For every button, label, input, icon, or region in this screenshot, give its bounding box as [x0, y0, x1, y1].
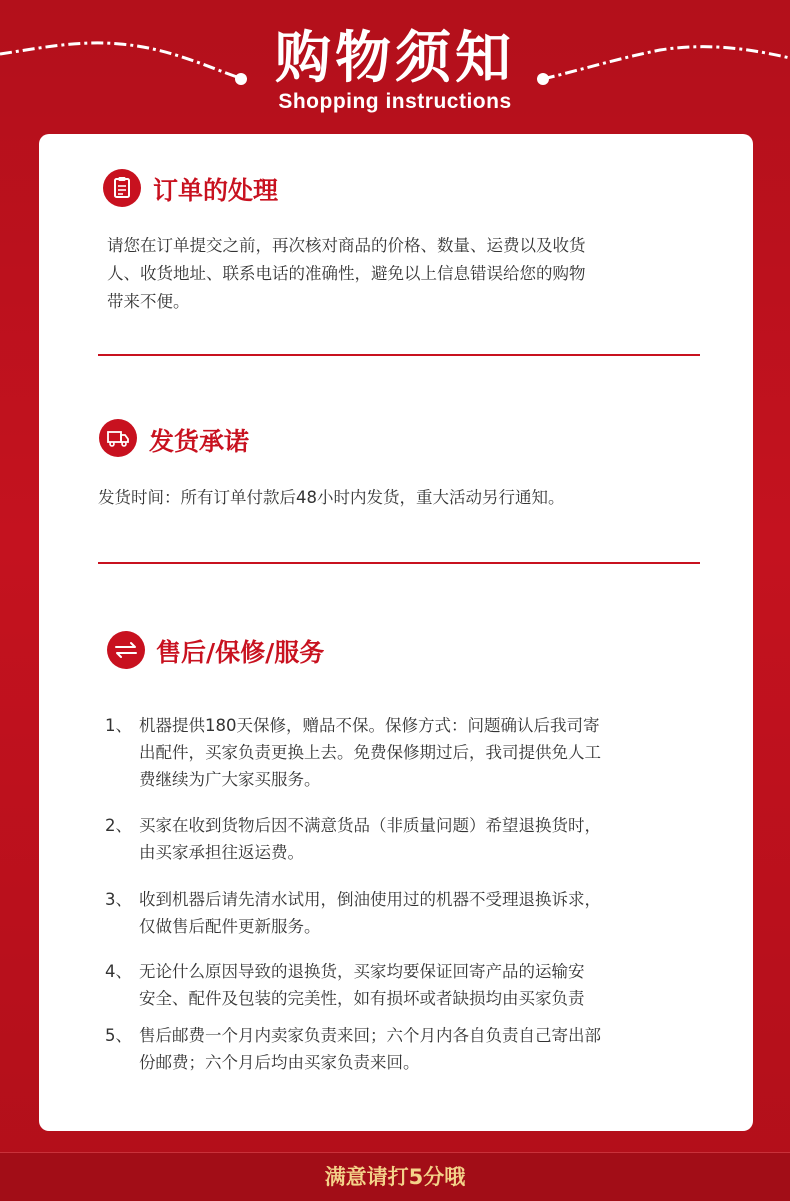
item-text: 售后邮费一个月内卖家负责来回；六个月内各自负责自己寄出部 — [139, 1026, 601, 1045]
clipboard-icon — [103, 169, 141, 207]
text-line: 带来不便。 — [107, 292, 190, 311]
text-line: 人、收货地址、联系电话的准确性，避免以上信息错误给您的购物 — [107, 264, 586, 283]
order-processing-text — [107, 232, 586, 316]
list-item — [105, 812, 601, 866]
footer-text: 满意请打5分哦 — [324, 1165, 466, 1189]
list-item — [105, 886, 601, 940]
truck-icon — [99, 419, 137, 457]
page-subtitle: Shopping instructions — [278, 90, 512, 113]
item-number: 5、 — [105, 1026, 132, 1045]
item-text: 买家在收到货物后因不满意货品（非质量问题）希望退换货时， — [139, 816, 601, 835]
exchange-arrows-icon — [107, 631, 145, 669]
item-text: 费继续为广大家买服务。 — [139, 770, 321, 789]
item-number: 4、 — [105, 962, 132, 981]
item-number: 1、 — [105, 716, 132, 735]
section-title-order: 订单的处理 — [153, 176, 279, 205]
item-text: 仅做售后配件更新服务。 — [139, 917, 321, 936]
item-text: 收到机器后请先清水试用，倒油使用过的机器不受理退换诉求， — [139, 890, 601, 909]
item-number: 2、 — [105, 816, 132, 835]
divider — [98, 562, 700, 564]
item-text: 出配件，买家负责更换上去。免费保修期过后，我司提供免人工 — [139, 743, 601, 762]
item-text: 由买家承担往返运费。 — [139, 843, 304, 862]
section-title-shipping: 发货承诺 — [149, 427, 250, 456]
list-item — [105, 1022, 601, 1076]
list-item — [105, 712, 601, 793]
text-line: 发货时间：所有订单付款后48小时内发货，重大活动另行通知。 — [98, 488, 565, 507]
item-text: 份邮费；六个月后均由买家负责来回。 — [139, 1053, 420, 1072]
section-title-after-sales: 售后/保修/服务 — [156, 638, 325, 667]
text-line: 请您在订单提交之前，再次核对商品的价格、数量、运费以及收货 — [107, 236, 586, 255]
shipping-text — [98, 484, 565, 512]
item-text: 机器提供180天保修，赠品不保。保修方式：问题确认后我司寄 — [139, 716, 600, 735]
list-item — [105, 958, 585, 1012]
footer-banner — [0, 1152, 790, 1201]
item-text: 无论什么原因导致的退换货，买家均要保证回寄产品的运输安 — [139, 962, 585, 981]
divider — [98, 354, 700, 356]
page-title: 购物须知 — [275, 26, 515, 91]
content-card — [39, 134, 753, 1131]
item-number: 3、 — [105, 890, 132, 909]
item-text: 安全、配件及包装的完美性，如有损坏或者缺损均由买家负责 — [139, 989, 585, 1008]
